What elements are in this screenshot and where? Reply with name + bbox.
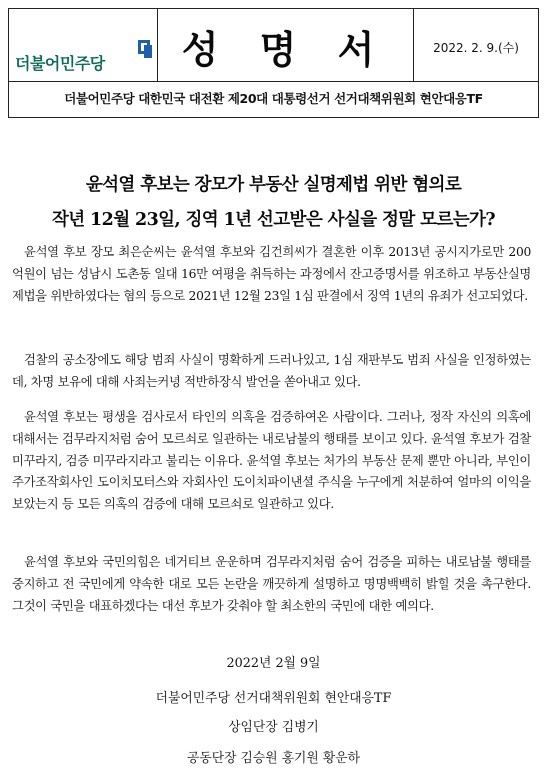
signature-date: 2022년 2월 9일	[226, 656, 321, 671]
body-paragraph-4: 윤석열 후보와 국민의힘은 네거티브 운운하며 검무라지처럼 숨어 검증을 피하는 내로남불 행태를 중지하고 전 국민에게 약속한 대로 모든 논란을 깨끗하게 설명하고 명명백백히 밝힐 것을 촉구한다. 그것이 국민을 대표하겠다는 대선 후보가 갖춰야 할 최소한의 국민에 대한 예의다.	[12, 555, 531, 613]
body-paragraph-2: 검찰의 공소장에도 해당 범죄 사실이 명확하게 드러나있고, 1심 재판부도 범죄 사실을 인정하였는데, 차명 보유에 대해 사죄는커녕 적반하장식 발언을 쏟아내고 있다.	[12, 353, 531, 389]
issue-date: 2022. 2. 9.(수)	[433, 41, 519, 55]
party-logo	[9, 9, 158, 81]
header-top-row	[9, 9, 538, 82]
party-logo-text: 더불어민주당	[15, 54, 105, 73]
signature-organization: 더불어민주당 선거대책위원회 현안대응TF	[155, 691, 392, 706]
document-title: 성 명 서	[181, 28, 389, 72]
statement-header	[8, 8, 539, 118]
title-cell	[157, 9, 414, 81]
body-paragraph-3: 윤석열 후보는 평생을 검사로서 타인의 의혹을 검증하여온 사람이다. 그러나, 정작 자신의 의혹에 대해서는 검무라지처럼 숨어 모르쇠로 일관하는 내로남불의 행태를 보이고 있다. 윤석열 후보가 검찰 미꾸라지, 검증 미꾸라지라고 불리는 이유다. 윤석열 후보는 처가의 부동산 문제 뿐만 아니라, 부인이 주가조작회사인 도이치모터스와 자회사인 도이치파이낸셜 주식을 누구에게 처분하여 얼마의 이익을 보았는지 등 모든 의혹의 검증에 대해 모르쇠로 일관하고 있다.	[12, 410, 531, 512]
headline-line-1: 윤석열 후보는 장모가 부동산 실명제법 위반 혐의로	[85, 175, 462, 195]
headline-line-2: 작년 12월 23일, 징역 1년 선고받은 사실을 정말 모르는가?	[51, 210, 496, 230]
body-paragraph-1: 윤석열 후보 장모 최은순씨는 윤석열 후보와 김건희씨가 결혼한 이후 2013년 공시지가로만 200억원이 넘는 성남시 도촌동 일대 16만 여평을 취득하는 과정에서 잔고증명서를 위조하고 부동산실명제법을 위반하였다는 혐의 등으로 2021년 12월 23일 1심 판결에서 징역 1년의 유죄가 선고되었다.	[12, 245, 531, 303]
party-logo-mark-icon	[137, 39, 153, 59]
signature-members: 공동단장 김승원 홍기원 황운하	[187, 751, 360, 766]
date-cell	[413, 9, 539, 81]
committee-subtitle: 더불어민주당 대한민국 대전환 제20대 대통령선거 선거대책위원회 현안대응TF	[64, 91, 483, 106]
signature-lead: 상임단장 김병기	[228, 720, 319, 735]
